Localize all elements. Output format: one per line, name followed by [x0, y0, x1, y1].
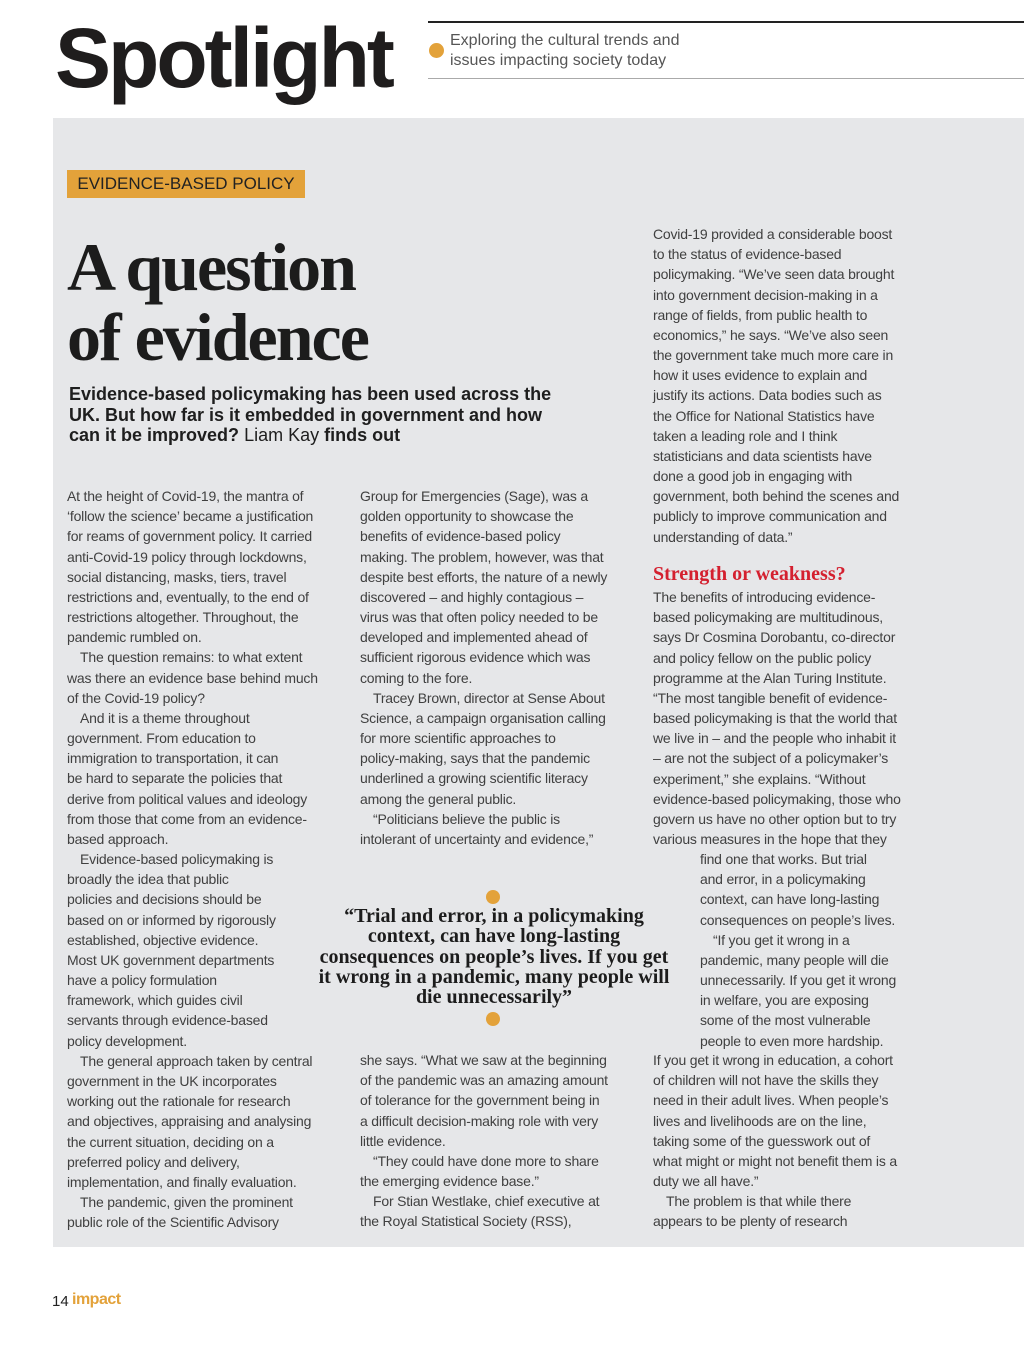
- body-text-line: the emerging evidence base.”: [360, 1173, 539, 1190]
- body-text-line: public role of the Scientific Advisory: [67, 1214, 279, 1231]
- body-text-line: And it is a theme throughout: [80, 709, 250, 726]
- body-text-line: policy development.: [67, 1032, 187, 1049]
- headline-line: of evidence: [67, 299, 368, 375]
- subtitle-line: Exploring the cultural trends and: [450, 32, 680, 49]
- body-text-line: range of fields, from public health to: [653, 306, 868, 323]
- body-text-line: Covid-19 provided a considerable boost: [653, 226, 893, 242]
- body-text-line: and error, in a policymaking: [700, 871, 866, 888]
- headline: [67, 229, 368, 375]
- body-text-line: in welfare, you are exposing: [700, 992, 869, 1009]
- body-text-line: policymaking. “We’ve seen data brought: [653, 266, 895, 283]
- body-text-line: we live in – and the people who inhabit it: [653, 730, 896, 747]
- body-text-line: programme at the Alan Turing Institute.: [653, 669, 887, 686]
- body-text-line: economics,” he says. “We’ve also seen: [653, 326, 889, 343]
- body-text-line: sufficient rigorous evidence which was: [360, 649, 591, 666]
- body-text-line: duty we all have.”: [653, 1173, 759, 1190]
- body-text-line: “The most tangible benefit of evidence-: [653, 689, 888, 706]
- body-text-line: policies and decisions should be: [67, 891, 262, 908]
- standfirst-line: UK. But how far is it embedded in government and how: [69, 404, 543, 425]
- bullet-dot-icon: [429, 43, 444, 58]
- body-text-line: Group for Emergencies (Sage), was a: [360, 488, 588, 504]
- body-text-line: Science, a campaign organisation calling: [360, 709, 606, 726]
- body-text-line: pandemic, many people will die: [700, 951, 889, 968]
- pull-quote-line: it wrong in a pandemic, many people will: [318, 965, 670, 988]
- section-subtitle: [450, 31, 750, 71]
- body-text-line: based on or informed by rigorously: [67, 911, 276, 928]
- header-rule-bottom: [428, 78, 1024, 79]
- body-text-line: Tracey Brown, director at Sense About: [373, 689, 605, 706]
- body-column-2-bottom: [360, 1050, 608, 1232]
- body-text-line: the current situation, deciding on a: [67, 1133, 274, 1150]
- body-text-line: implementation, and finally evaluation.: [67, 1173, 297, 1190]
- body-text-line: social distancing, masks, tiers, travel: [67, 568, 287, 585]
- body-text-line: context, can have long-lasting: [700, 891, 880, 908]
- category-tag: EVIDENCE-BASED POLICY: [67, 170, 305, 198]
- body-text-line: taking some of the guesswork out of: [653, 1132, 871, 1149]
- body-text-line: of tolerance for the government being in: [360, 1092, 600, 1109]
- body-text-line: to the status of evidence-based: [653, 246, 842, 263]
- body-text-line: among the general public.: [360, 790, 517, 807]
- body-column-3-inset: [700, 849, 896, 1051]
- pull-quote-line: consequences on people’s lives. If you get: [319, 945, 669, 968]
- body-text-line: the Office for National Statistics have: [653, 407, 875, 424]
- body-text-line: intolerant of uncertainty and evidence,”: [360, 830, 594, 847]
- body-text-line: ‘follow the science’ became a justification: [67, 508, 314, 525]
- body-text-line: of children will not have the skills they: [653, 1072, 879, 1089]
- body-text-line: “They could have done more to share: [373, 1152, 599, 1169]
- standfirst-suffix: finds out: [324, 425, 401, 445]
- body-text-line: policy-making, says that the pandemic: [360, 750, 590, 767]
- body-text-line: the Royal Statistical Society (RSS),: [360, 1213, 572, 1230]
- standfirst-line: Evidence-based policymaking has been used across the: [69, 384, 552, 404]
- body-text-line: done a good job in engaging with: [653, 468, 853, 485]
- body-text-line: she says. “What we saw at the beginning: [360, 1052, 607, 1068]
- body-text-line: At the height of Covid-19, the mantra of: [67, 488, 304, 504]
- body-text-line: based approach.: [67, 830, 169, 847]
- body-text-line: understanding of data.”: [653, 528, 793, 545]
- headline-line: A question: [67, 229, 355, 305]
- body-text-line: evidence-based policymaking, those who: [653, 790, 901, 807]
- body-text-line: benefits of evidence-based policy: [360, 528, 561, 545]
- body-text-line: consequences on people’s lives.: [700, 911, 896, 928]
- body-text-line: and objectives, appraising and analysing: [67, 1113, 312, 1130]
- body-text-line: The benefits of introducing evidence-: [653, 589, 876, 605]
- body-text-line: restrictions and, eventually, to the end of: [67, 588, 309, 605]
- body-text-line: despite best efforts, the nature of a newly: [360, 568, 608, 585]
- body-text-line: If you get it wrong in education, a cohort: [653, 1052, 893, 1068]
- body-text-line: discovered – and highly contagious –: [360, 588, 584, 605]
- header-rule-top: [428, 21, 1024, 23]
- body-text-line: developed and implemented ahead of: [360, 629, 588, 646]
- body-text-line: based policymaking are multitudinous,: [653, 609, 883, 626]
- body-text-line: coming to the fore.: [360, 669, 473, 686]
- body-text-line: For Stian Westlake, chief executive at: [373, 1193, 600, 1210]
- body-text-line: “Politicians believe the public is: [373, 810, 560, 827]
- body-text-line: golden opportunity to showcase the: [360, 508, 574, 525]
- body-text-line: – are not the subject of a policymaker’s: [653, 750, 889, 767]
- body-text-line: have a policy formulation: [67, 972, 217, 989]
- body-column-3-top: [653, 224, 899, 547]
- body-text-line: The question remains: to what extent: [80, 649, 303, 666]
- body-text-line: what might or might not benefit them is a: [653, 1152, 897, 1169]
- body-column-1: [67, 486, 318, 1232]
- body-text-line: taken a leading role and I think: [653, 427, 838, 444]
- pull-quote-line: context, can have long-lasting: [367, 925, 621, 948]
- body-text-line: how it uses evidence to explain and: [653, 367, 868, 384]
- body-text-line: preferred policy and delivery,: [67, 1153, 240, 1170]
- body-text-line: “If you get it wrong in a: [713, 931, 850, 948]
- body-text-line: says Dr Cosmina Dorobantu, co-director: [653, 629, 896, 646]
- body-text-line: derive from political values and ideology: [67, 790, 308, 807]
- body-text-line: little evidence.: [360, 1132, 446, 1149]
- body-text-line: of the Covid-19 policy?: [67, 689, 205, 706]
- body-text-line: appears to be plenty of research: [653, 1213, 848, 1230]
- body-text-line: and policy fellow on the public policy: [653, 649, 872, 666]
- body-text-line: broadly the idea that public: [67, 871, 229, 888]
- pull-quote-line: die unnecessarily”: [415, 986, 573, 1009]
- body-text-line: people to even more hardship.: [700, 1032, 884, 1049]
- body-text-line: anti-Covid-19 policy through lockdowns,: [67, 548, 307, 565]
- body-text-line: justify its actions. Data bodies such as: [653, 387, 882, 404]
- body-text-line: Most UK government departments: [67, 951, 275, 968]
- body-text-line: for more scientific approaches to: [360, 730, 556, 747]
- body-text-line: virus was that often policy needed to be: [360, 609, 598, 626]
- body-text-line: restrictions altogether. Throughout, the: [67, 609, 299, 626]
- body-text-line: government, both behind the scenes and: [653, 488, 900, 505]
- body-text-line: government. From education to: [67, 730, 256, 747]
- body-text-line: be hard to separate the policies that: [67, 770, 283, 787]
- body-text-line: statisticians and data scientists have: [653, 447, 872, 464]
- standfirst-line: [69, 425, 569, 446]
- body-text-line: need in their adult lives. When people’s: [653, 1092, 889, 1109]
- body-text-line: publicly to improve communication and: [653, 508, 887, 525]
- page-number: 14: [52, 1293, 69, 1310]
- pull-quote-line: “Trial and error, in a policymaking: [344, 905, 644, 927]
- body-text-line: framework, which guides civil: [67, 992, 243, 1009]
- body-text-line: working out the rationale for research: [67, 1093, 291, 1110]
- body-text-line: from those that come from an evidence-: [67, 810, 307, 827]
- body-text-line: immigration to transportation, it can: [67, 750, 279, 767]
- body-text-line: The general approach taken by central: [80, 1052, 313, 1069]
- body-text-line: The problem is that while there: [666, 1193, 852, 1210]
- body-text-line: was there an evidence base behind much: [67, 669, 318, 686]
- standfirst-text: can it be improved?: [69, 425, 240, 445]
- body-column-3-middle: [653, 587, 901, 849]
- body-text-line: lives and livelihoods are on the line,: [653, 1112, 867, 1129]
- body-text-line: Evidence-based policymaking is: [80, 851, 274, 868]
- body-text-line: a difficult decision-making role with very: [360, 1112, 599, 1129]
- body-text-line: making. The problem, however, was that: [360, 548, 604, 565]
- pullquote-dot-icon: [486, 1012, 500, 1026]
- body-text-line: unnecessarily. If you get it wrong: [700, 972, 897, 989]
- body-text-line: the government take much more care in: [653, 347, 894, 364]
- body-text-line: government in the UK incorporates: [67, 1072, 277, 1089]
- pullquote-dot-icon: [486, 890, 500, 904]
- author-name: Liam Kay: [244, 425, 320, 445]
- subtitle-line: issues impacting society today: [450, 52, 667, 69]
- subheading: Strength or weakness?: [653, 563, 846, 585]
- body-text-line: of the pandemic was an amazing amount: [360, 1072, 608, 1089]
- body-text-line: underlined a growing scientific literacy: [360, 770, 588, 787]
- body-column-3-bottom: [653, 1050, 897, 1232]
- body-text-line: for reams of government policy. It carried: [67, 528, 312, 545]
- body-text-line: pandemic rumbled on.: [67, 629, 202, 646]
- section-title: Spotlight: [55, 11, 392, 105]
- body-text-line: The pandemic, given the prominent: [80, 1194, 293, 1211]
- body-text-line: into government decision-making in a: [653, 286, 878, 303]
- body-text-line: established, objective evidence.: [67, 931, 259, 948]
- body-text-line: servants through evidence-based: [67, 1012, 268, 1029]
- magazine-logo: impact: [72, 1291, 121, 1308]
- body-text-line: some of the most vulnerable: [700, 1012, 871, 1029]
- pull-quote: [300, 906, 688, 1007]
- body-text-line: govern us have no other option but to try: [653, 810, 897, 827]
- body-text-line: find one that works. But trial: [700, 851, 867, 867]
- body-text-line: based policymaking is that the world that: [653, 710, 897, 727]
- body-text-line: various measures in the hope that they: [653, 831, 887, 848]
- standfirst: [69, 384, 569, 446]
- body-column-2-top: [360, 486, 607, 849]
- body-text-line: experiment,” she explains. “Without: [653, 770, 866, 787]
